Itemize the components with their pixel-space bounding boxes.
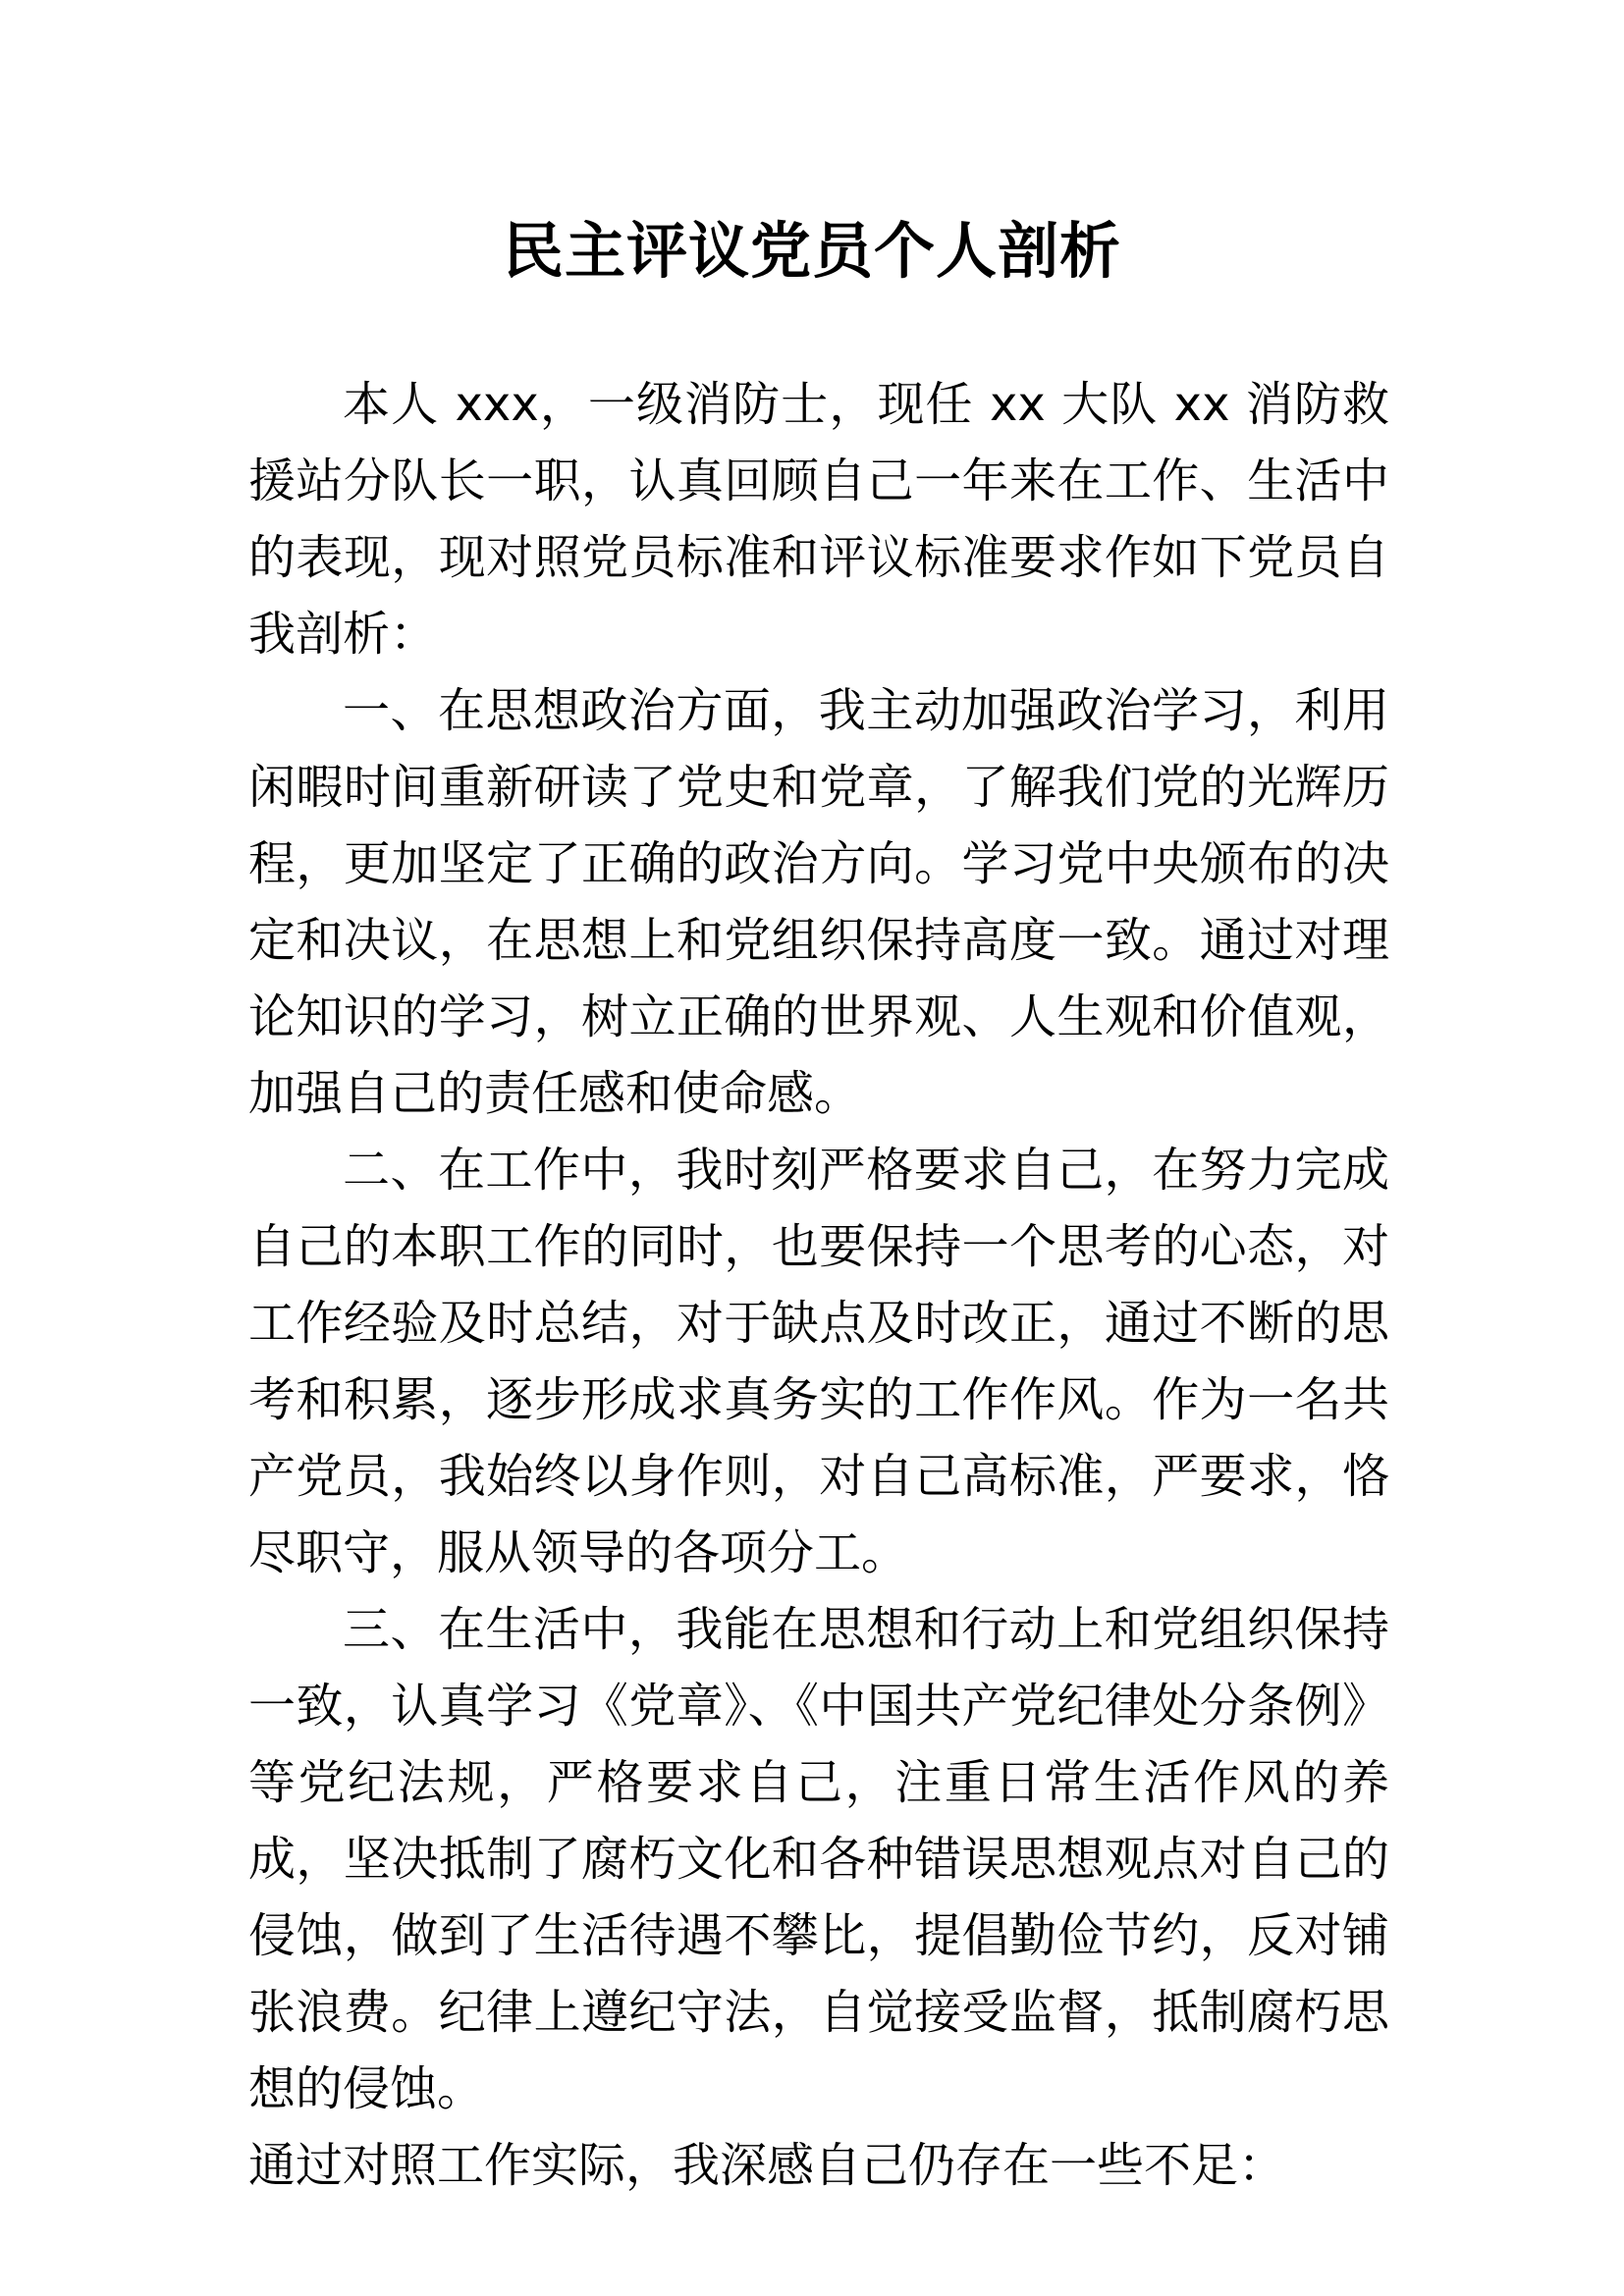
document-body [248, 366, 1389, 2204]
paragraph-work: 二、在工作中，我时刻严格要求自己，在努力完成自己的本职工作的同时，也要保持一个思考的心态，对工作经验及时总结，对于缺点及时改正，通过不断的思考和积累，逐步形成求真务实的工作作风。作为一名共产党员，我始终以身作则，对自己高标准，严要求，恪尽职守，服从领导的各项分工。 [248, 1143, 1389, 1580]
paragraph-intro: 本人 xxx，一级消防士，现任 xx 大队 xx 消防救援站分队长一职，认真回顾自己一年来在工作、生活中的表现，现对照党员标准和评议标准要求作如下党员自我剖析： [248, 377, 1389, 662]
paragraph-political: 一、在思想政治方面，我主动加强政治学习，利用闲暇时间重新研读了党史和党章，了解我们党的光辉历程，更加坚定了正确的政治方向。学习党中央颁布的决定和决议，在思想上和党组织保持高度一致。通过对理论知识的学习，树立正确的世界观、人生观和价值观，加强自己的责任感和使命感。 [248, 683, 1389, 1121]
paragraph-shortcomings: 通过对照工作实际，我深感自己仍存在一些不足： [248, 2138, 1286, 2193]
document-title: 民主评议党员个人剖析 [502, 215, 1121, 287]
paragraph-life: 三、在生活中，我能在思想和行动上和党组织保持一致，认真学习《党章》、《中国共产党纪律处分条例》等党纪法规，严格要求自己，注重日常生活作风的养成，坚决抵制了腐朽文化和各种错误思想观点对自己的侵蚀，做到了生活待遇不攀比，提倡勤俭节约，反对铺张浪费。纪律上遵纪守法，自觉接受监督，抵制腐朽思想的侵蚀。 [248, 1602, 1389, 2116]
